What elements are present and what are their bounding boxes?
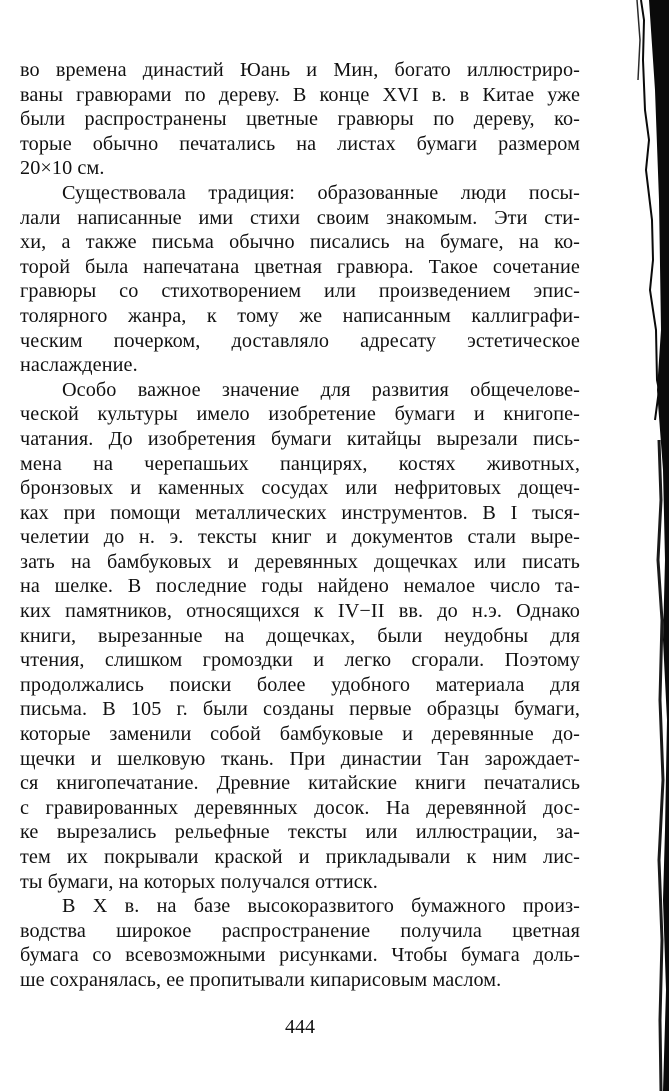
- text-line: Особо важное значение для развития общечелове-: [62, 378, 580, 401]
- text-line: чтения, слишком громоздки и легко сгорали. Поэтому: [20, 649, 580, 672]
- text-line: ческой культуры имело изобретение бумаги и книгопе-: [20, 403, 580, 426]
- text-line: ше сохранялась, ее пропитывали кипарисовым маслом.: [20, 968, 502, 991]
- text-line: ваны гравюрами по дереву. В конце XVI в. в Китае уже: [20, 83, 580, 106]
- text-line: торые обычно печатались на листах бумаги размером: [20, 132, 580, 155]
- text-line: ся книгопечатание. Древние китайские книги печатались: [20, 772, 580, 795]
- text-line: бумага со всевозможными рисунками. Чтобы бумага доль-: [20, 944, 580, 967]
- body-text: [20, 58, 580, 993]
- text-line: бронзовых и каменных сосудах или нефритовых дощеч-: [20, 477, 580, 500]
- text-line: В X в. на базе высокоразвитого бумажного произ-: [62, 895, 580, 918]
- text-line: на шелке. В последние годы найдено немалое число та-: [20, 575, 580, 598]
- text-line: были распространены цветные гравюры по дереву, ко-: [20, 108, 580, 131]
- text-line: лали написанные ими стихи своим знакомым. Эти сти-: [20, 206, 580, 229]
- text-line: челетии до н. э. тексты книг и документов стали выре-: [20, 526, 580, 549]
- text-line: толярного жанра, к тому же написанным каллиграфи-: [20, 304, 580, 327]
- text-line: водства широкое распространение получила цветная: [20, 919, 580, 942]
- text-line: во времена династий Юань и Мин, богато иллюстриро-: [20, 59, 580, 81]
- text-line: ке вырезались рельефные тексты или иллюстрации, за-: [20, 821, 580, 844]
- text-line: ты бумаги, на которых получался оттиск.: [20, 870, 378, 893]
- text-line: ках при помощи металлических инструментов. В I тыся-: [20, 501, 580, 524]
- paragraph: [20, 378, 580, 894]
- text-line: с гравированных деревянных досок. На деревянной дос-: [20, 796, 580, 819]
- paragraph: [20, 894, 580, 992]
- text-line: щечки и шелковую ткань. При династии Тан зарождает-: [20, 747, 580, 770]
- text-line: гравюры со стихотворением или произведением эпис-: [20, 280, 580, 303]
- text-line: торой была напечатана цветная гравюра. Такое сочетание: [20, 255, 580, 278]
- text-line: 20×10 см.: [20, 157, 105, 180]
- paragraph: [20, 58, 580, 181]
- text-line: чатания. До изобретения бумаги китайцы вырезали пись-: [20, 427, 580, 450]
- text-line: книги, вырезанные на дощечках, были неудобны для: [20, 624, 580, 647]
- text-line: мена на черепашьих панцирях, костях животных,: [20, 452, 580, 475]
- paragraph: [20, 181, 580, 378]
- page-number: 444: [285, 1016, 315, 1038]
- text-line: наслаждение.: [20, 354, 138, 377]
- text-line: ческим почерком, доставляло адресату эстетическое: [20, 329, 580, 352]
- text-line: ких памятников, относящихся к IV−II вв. до н.э. Однако: [20, 600, 580, 623]
- text-line: тем их покрывали краской и прикладывали к ним лис-: [20, 846, 580, 868]
- text-line: письма. В 105 г. были созданы первые образцы бумаги,: [20, 698, 580, 721]
- text-line: которые заменили собой бамбуковые и деревянные до-: [20, 723, 580, 746]
- text-line: зать на бамбуковых и деревянных дощечках или писать: [20, 550, 580, 573]
- page-edge-shadow: [619, 0, 669, 1091]
- text-line: хи, а также письма обычно писались на бумаге, на ко-: [20, 231, 580, 254]
- paragraphs: [20, 58, 580, 993]
- text-line: Существовала традиция: образованные люди посы-: [62, 181, 580, 204]
- text-line: продолжались поиски более удобного материала для: [20, 673, 580, 696]
